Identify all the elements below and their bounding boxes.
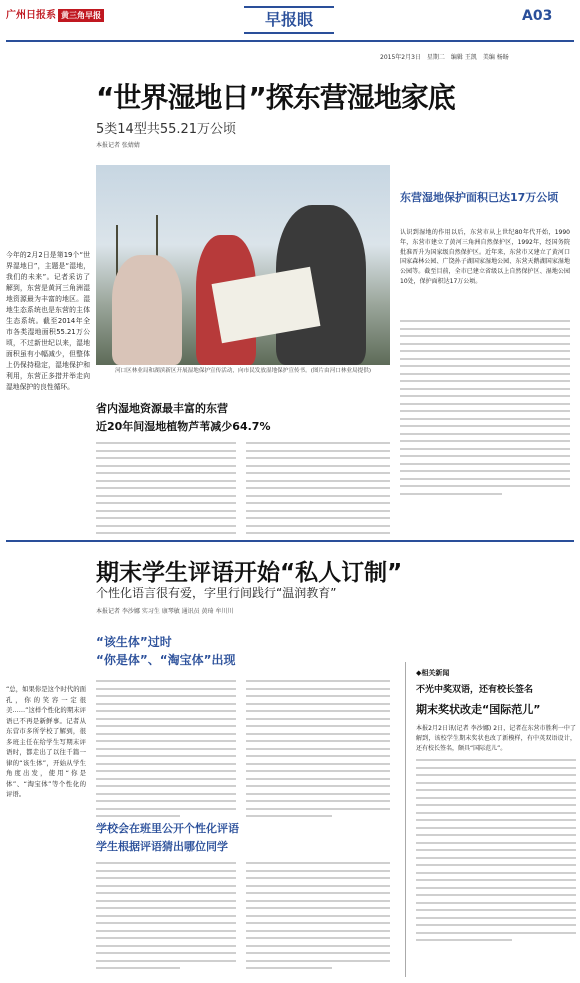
masthead	[0, 0, 580, 40]
story1-subhead2: 省内湿地资源最丰富的东营	[96, 402, 228, 415]
story2-subhead2: 学校会在班里公开个性化评语	[96, 822, 239, 835]
section-divider	[6, 540, 574, 542]
issue-date: 2015年2月3日	[380, 54, 421, 61]
story1-byline: 本报记者 张婧婧	[96, 142, 140, 149]
page-number: A03	[522, 8, 553, 24]
supplement-tag: 黄三角早报	[58, 9, 104, 22]
paper-tag: 系	[46, 10, 56, 21]
dateline	[380, 52, 515, 61]
story2-q2: “你是体”、“淘宝体”出现	[96, 653, 236, 667]
issue-weekday: 星期二	[426, 54, 445, 61]
paper-name: 广州日报	[6, 10, 46, 21]
newspaper-logo	[6, 6, 104, 22]
story2-body-col4	[246, 862, 390, 975]
story1-side-text: 认识到湿地的作用以后，东营市从上世纪80年代开始，1990年，东营市建立了黄河三角洲自然保护区，1992年，经国务院批准晋升为国家级自然保护区。近年来，东营市又建立了黄河口国家森林公园、广饶孙子湖国家湿地公园、东营天鹅湖国家湿地公园等。截至目前，全市已建立省级以上自然保护区、湿地公园10处，保护面积达17万公顷。	[400, 229, 570, 285]
designer-credit: 美编 杨旸	[482, 54, 509, 61]
story1-side-title: 东营湿地保护面积已达17万公顷	[400, 191, 559, 204]
story1-subhead3: 近20年间湿地植物芦苇减少64.7%	[96, 420, 271, 433]
editor-credit: 编辑 王凯	[450, 54, 477, 61]
story2-subhead: 个性化语言很有爱，字里行间践行“温润教育”	[96, 586, 337, 600]
story1-subhead: 5类14型共55.21万公顷	[96, 122, 237, 137]
story2-body-col3	[96, 862, 236, 975]
story1-lead: 今年的2月2日是第19个“世界湿地日”，主题是“湿地，我们的未来”。记者采访了解到，东营是黄河三角洲湿地资源最为丰富的地区。湿地生态系统也是东营的主体生态系统。截至2014年全市各类湿地面积55.21万公顷，不过新世纪以来，湿地面积虽有小幅减少，但整体上仍保持稳定，湿地保护和利用，东营正多措并举走向湿地保护的良性循环。	[6, 251, 90, 391]
story2-body-col2	[246, 680, 390, 823]
story2-body-col1	[96, 680, 236, 823]
story2-headline: 期末学生评语开始“私人订制”	[96, 560, 403, 586]
related-label: ◆相关新闻	[416, 669, 450, 677]
column-divider	[405, 662, 406, 977]
story2-subhead3: 学生根据评语猜出哪位同学	[96, 840, 228, 853]
related-body-lines	[416, 759, 576, 941]
related-title-line2: 期末奖状改走“国际范儿”	[416, 703, 541, 716]
related-lead: 本报2月2日讯(记者 李沙娜) 2日，记者在东营市胜利一中了解到，该校学生期末奖状也改了新模样，有中英双语设计，还有校长签名，颇具“国际范儿”。	[416, 725, 576, 752]
side-body-lines	[400, 320, 570, 500]
story2-byline: 本报记者 李沙娜 实习生 康琴敏 通讯员 黄琦 牟川川	[96, 608, 234, 615]
related-title-line1: 不光中奖双语，还有校长签名	[416, 685, 534, 695]
section-title: 早报眼	[244, 6, 334, 34]
photo-caption: 河口区林业局和湖滨新区开展湿地保护宣传活动，向市民发放湿地保护宣传书。(图片由河口林业局提供)	[114, 368, 372, 374]
masthead-rule	[6, 40, 574, 42]
story1-body-col1	[96, 442, 236, 547]
story2-lead: “总，如果你是这个时代的面孔，你的笑容一定很美……”这样个性化的期末评语已不再是新鲜事。记者从东营市多所学校了解到，很多班主任在给学生写期末评语时，都走出了以往千篇一律的“该生体”，开始从学生角度出发，使用“你是体”、“淘宝体”等个性化的评语。	[6, 685, 86, 798]
story2-q1: “该生体”过时	[96, 635, 172, 649]
story1-photo	[96, 165, 390, 365]
related-news	[416, 668, 576, 947]
story1-body-col2	[246, 442, 390, 547]
story1-headline: “世界湿地日”探东营湿地家底	[96, 81, 455, 114]
